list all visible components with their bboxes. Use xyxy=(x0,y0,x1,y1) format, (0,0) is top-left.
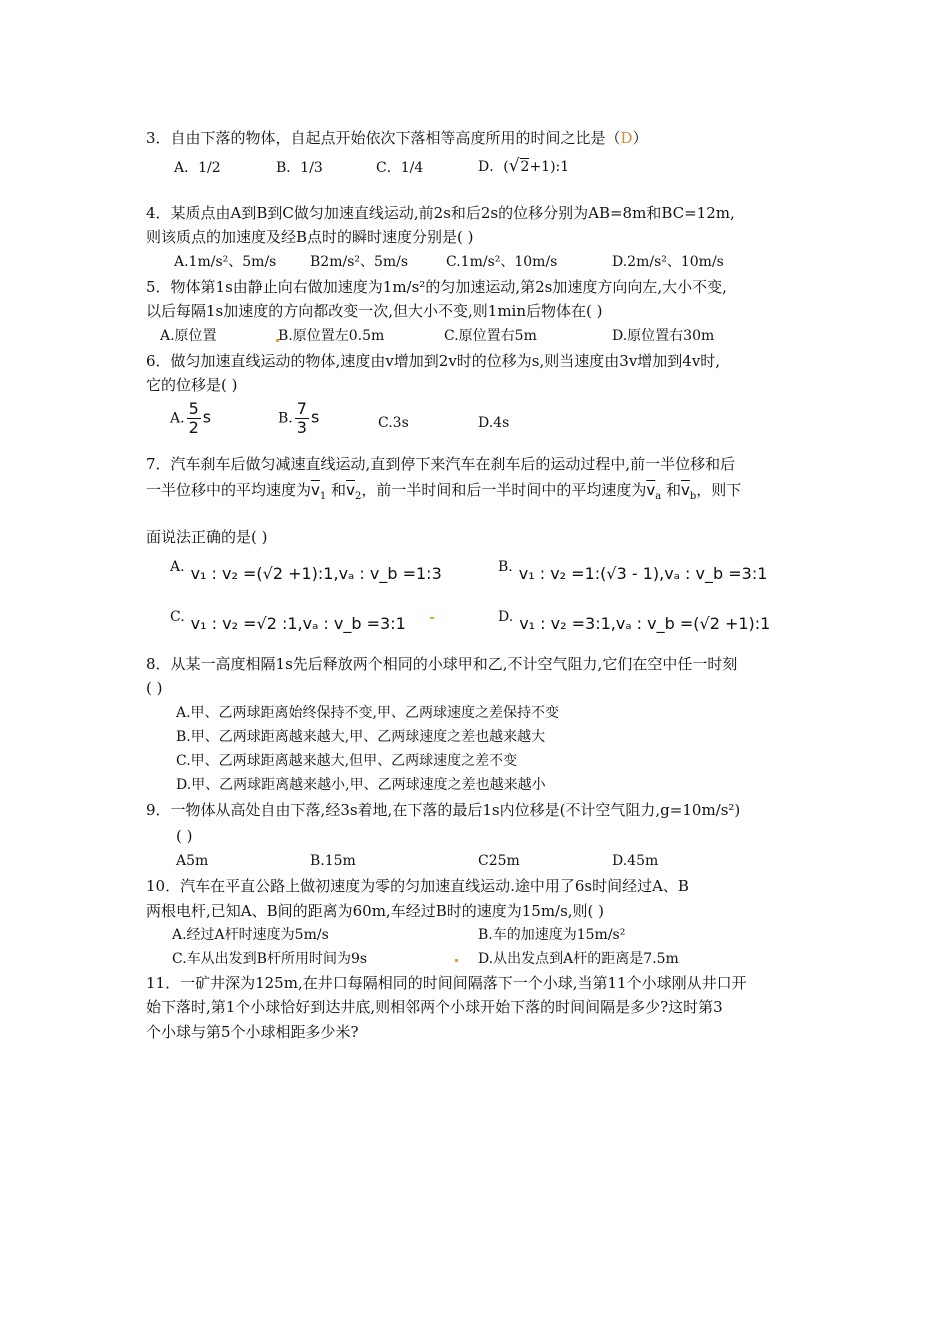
q3-stem: 3．自由下落的物体，自起点开始依次下落相等高度所用的时间之比是（D） xyxy=(146,129,648,147)
q6-stem-line2: 它的位移是( ) xyxy=(146,376,238,394)
q5-stem-line1: 5．物体第1s由静止向右做加速度为1m/s²的匀加速运动,第2s加速度方向向左,大小不变, xyxy=(146,278,727,296)
q7-option-c: C. v₁ : v₂ =√2 :1,vₐ : v_b =3:1 xyxy=(170,609,406,633)
q9-option-c: C25m xyxy=(478,853,520,869)
q8-option-b: B.甲、乙两球距离越来越大,甲、乙两球速度之差也越来越大 xyxy=(176,729,546,745)
q5-option-a: A.原位置 xyxy=(160,328,217,344)
q3-option-b: B．1/3 xyxy=(276,160,323,176)
q4-stem-line2: 则该质点的加速度及经B点时的瞬时速度分别是( ) xyxy=(146,228,474,246)
q10-stem-line1: 10．汽车在平直公路上做初速度为零的匀加速直线运动.途中用了6s时间经过A、B xyxy=(146,877,689,895)
q5-option-b: B.原位置左0.5m xyxy=(278,328,385,344)
q9-option-b: B.15m xyxy=(310,853,356,869)
q3-answer: D xyxy=(620,129,633,147)
q4-stem-line1: 4．某质点由A到B到C做匀加速直线运动,前2s和后2s的位移分别为AB=8m和BC=12m, xyxy=(146,204,735,222)
q7-option-d: D. v₁ : v₂ =3:1,vₐ : v_b =(√2 +1):1 xyxy=(498,609,771,633)
q8-stem-line2: ( ) xyxy=(146,679,163,697)
q11-stem-line3: 个小球与第5个小球相距多少米? xyxy=(146,1023,359,1041)
q9-stem-line2: ( ) xyxy=(176,827,193,845)
q4-option-d: D.2m/s²、10m/s xyxy=(612,254,724,270)
q4-option-c: C.1m/s²、10m/s xyxy=(446,254,558,270)
q10-option-b: B.车的加速度为15m/s² xyxy=(478,927,626,943)
q7-option-a: A. v₁ : v₂ =(√2 +1):1,vₐ : v_b =1:3 xyxy=(170,559,442,583)
q9-option-a: A5m xyxy=(176,853,209,869)
q8-option-c: C.甲、乙两球距离越来越大,但甲、乙两球速度之差不变 xyxy=(176,753,518,769)
q6-option-d: D.4s xyxy=(478,415,510,431)
q7-stem-line1: 7．汽车刹车后做匀减速直线运动,直到停下来汽车在刹车后的运动过程中,前一半位移和后 xyxy=(146,455,736,473)
q6-option-b: B. $\frac{7}{3}$ s xyxy=(278,399,320,437)
q6-option-c: C.3s xyxy=(378,415,409,431)
q3-option-c: C．1/4 xyxy=(376,160,424,176)
q3-option-d: D．(√2+1):1 xyxy=(478,156,570,176)
q11-stem-line1: 11．一矿井深为125m,在井口每隔相同的时间间隔落下一个小球,当第11个小球刚从井口开 xyxy=(146,974,747,992)
q10-option-c: C.车从出发到B杆所用时间为9s xyxy=(172,951,368,967)
q4-option-a: A.1m/s²、5m/s xyxy=(174,254,277,270)
q10-option-a: A.经过A杆时速度为5m/s xyxy=(172,927,329,943)
q7-stem-line3: 面说法正确的是( ) xyxy=(146,528,268,546)
q9-option-d: D.45m xyxy=(612,853,659,869)
q5-option-c: C.原位置右5m xyxy=(444,328,537,344)
q6-option-a: A. $\frac{5}{2}$ s xyxy=(170,399,212,437)
stray-mark xyxy=(430,617,434,619)
q6-stem-line1: 6．做匀加速直线运动的物体,速度由v增加到2v时的位移为s,则当速度由3v增加到4v时, xyxy=(146,352,721,370)
q5-option-d: D.原位置右30m xyxy=(612,328,715,344)
q8-stem-line1: 8．从某一高度相隔1s先后释放两个相同的小球甲和乙,不计空气阻力,它们在空中任一时刻 xyxy=(146,655,738,673)
q10-stem-line2: 两根电杆,已知A、B间的距离为60m,车经过B时的速度为15m/s,则( ) xyxy=(146,902,605,920)
q7-option-b: B. v₁ : v₂ =1:(√3 - 1),vₐ : v_b =3:1 xyxy=(498,559,768,583)
q8-option-a: A.甲、乙两球距离始终保持不变,甲、乙两球速度之差保持不变 xyxy=(176,705,560,721)
q5-stem-line2: 以后每隔1s加速度的方向都改变一次,但大小不变,则1min后物体在( ) xyxy=(146,302,603,320)
q4-option-b: B2m/s²、5m/s xyxy=(310,254,409,270)
q8-option-d: D.甲、乙两球距离越来越小,甲、乙两球速度之差也越来越小 xyxy=(176,777,546,793)
q9-stem-line1: 9．一物体从高处自由下落,经3s着地,在下落的最后1s内位移是(不计空气阻力,g=10m/s²) xyxy=(146,801,741,819)
stray-mark xyxy=(455,959,458,962)
q10-option-d: D.从出发点到A杆的距离是7.5m xyxy=(478,951,679,967)
q3-option-a: A．1/2 xyxy=(174,160,221,176)
q11-stem-line2: 始下落时,第1个小球恰好到达井底,则相邻两个小球开始下落的时间间隔是多少?这时第3 xyxy=(146,998,723,1016)
q7-stem-line2: 一半位移中的平均速度为$\overline{v}_1$ 和$\overline{v}_2$，前一半时间和后一半时间中的平均速度为$\overline{v}_a$ 和$\overline{v}_b$，则下 xyxy=(146,481,742,502)
